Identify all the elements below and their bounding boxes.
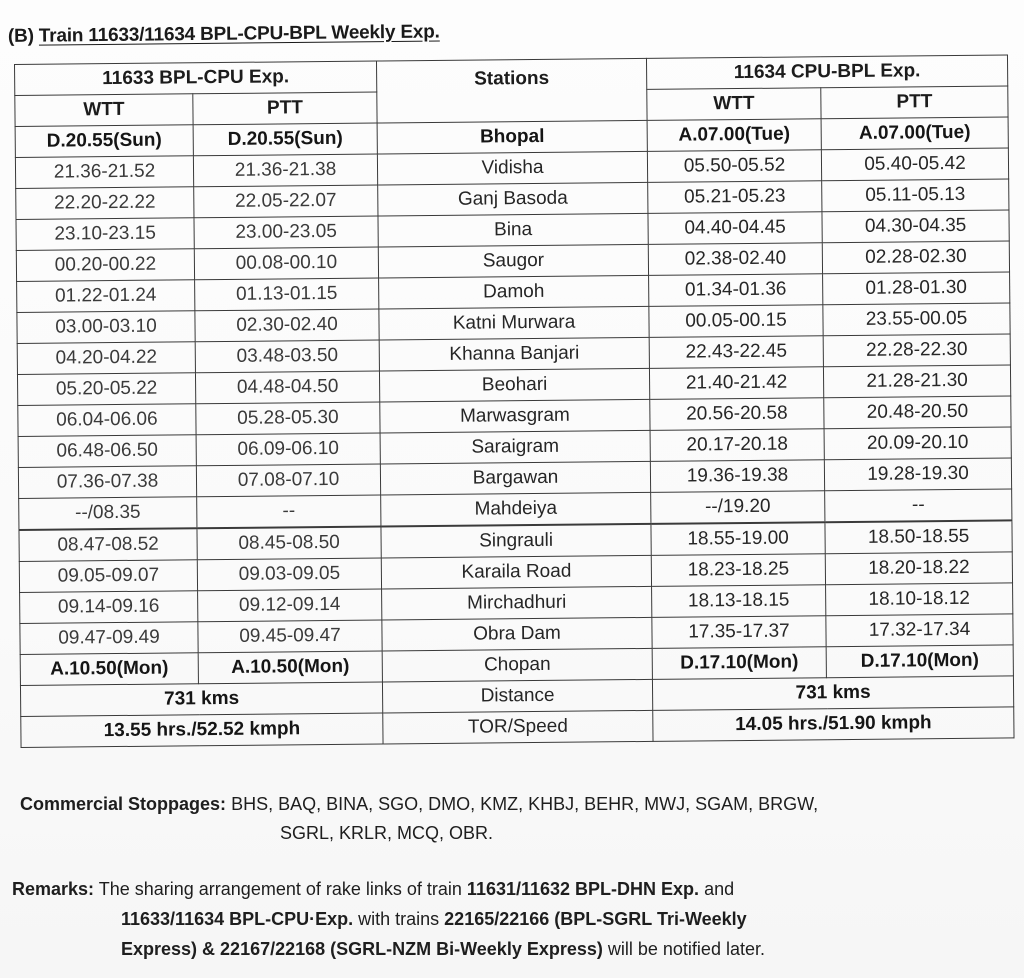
station-cell: Obra Dam (382, 617, 652, 651)
up-wtt-cell: A.07.00(Tue) (647, 119, 821, 152)
up-wtt-header: WTT (647, 88, 821, 121)
down-wtt-cell: 21.36-21.52 (15, 156, 193, 189)
station-cell: Damoh (379, 275, 649, 309)
down-ptt-cell: 05.28-05.30 (196, 402, 380, 435)
up-wtt-cell: 00.05-00.15 (649, 305, 823, 338)
down-ptt-cell: 06.09-06.10 (196, 433, 380, 466)
commercial-stoppages (20, 790, 1010, 848)
stoppages-line-2: SGRL, KRLR, MCQ, OBR. (280, 823, 494, 843)
up-ptt-cell: 01.28-01.30 (823, 272, 1010, 305)
section-title (8, 21, 440, 48)
up-ptt-cell: 04.30-04.35 (822, 210, 1009, 243)
up-wtt-cell: 20.17-20.18 (650, 429, 824, 462)
up-ptt-cell: 20.48-20.50 (824, 396, 1011, 429)
up-wtt-cell: 20.56-20.58 (650, 398, 824, 431)
down-ptt-cell: 02.30-02.40 (195, 309, 379, 342)
up-ptt-cell: 18.20-18.22 (825, 552, 1012, 585)
station-cell: Mirchadhuri (382, 586, 652, 620)
down-ptt-cell: 00.08-00.10 (194, 247, 378, 280)
remarks (12, 874, 1012, 964)
remarks-line-3 (12, 934, 1012, 964)
down-ptt-header: PTT (193, 92, 377, 125)
remarks-text-2c: 22165/22166 (BPL-SGRL Tri-Weekly (444, 909, 747, 929)
station-cell: Ganj Basoda (378, 182, 648, 216)
up-ptt-cell: 22.28-22.30 (823, 334, 1010, 367)
up-wtt-cell: 05.50-05.52 (647, 150, 821, 183)
down-wtt-cell: 06.48-06.50 (18, 435, 196, 468)
down-wtt-cell: 03.00-03.10 (17, 311, 195, 344)
up-ptt-cell: 20.09-20.10 (824, 427, 1011, 460)
down-distance: 731 kms (20, 682, 382, 716)
up-wtt-cell: 02.38-02.40 (648, 243, 822, 276)
station-cell: Saugor (378, 244, 648, 278)
station-cell: Bhopal (377, 120, 647, 154)
down-ptt-cell: 03.48-03.50 (195, 340, 379, 373)
down-ptt-cell: D.20.55(Sun) (193, 123, 377, 156)
up-wtt-cell: 17.35-17.37 (652, 616, 826, 649)
stoppages-line-1: BHS, BAQ, BINA, SGO, DMO, KMZ, KHBJ, BEHR, MWJ, SGAM, BRGW, (231, 794, 819, 814)
remarks-text-1a: The sharing arrangement of rake links of train (98, 879, 467, 899)
remarks-text-2a: 11633/11634 BPL-CPU·Exp. (121, 909, 354, 929)
up-wtt-cell: 18.55-19.00 (651, 522, 825, 555)
down-ptt-cell: 01.13-01.15 (195, 278, 379, 311)
remarks-text-2b: with trains (353, 909, 445, 929)
down-wtt-cell: A.10.50(Mon) (20, 653, 198, 686)
down-wtt-cell: 00.20-00.22 (16, 249, 194, 282)
down-ptt-cell: -- (197, 495, 381, 528)
station-cell: Beohari (379, 368, 649, 402)
down-ptt-cell: 23.00-23.05 (194, 216, 378, 249)
down-wtt-cell: 04.20-04.22 (17, 342, 195, 375)
timetable-body (15, 117, 1014, 748)
down-wtt-cell: 08.47-08.52 (19, 528, 197, 561)
section-heading: Train 11633/11634 BPL-CPU-BPL Weekly Exp. (38, 21, 440, 47)
up-ptt-cell: A.07.00(Tue) (821, 117, 1008, 150)
tor-speed-label: TOR/Speed (383, 710, 653, 744)
up-ptt-cell: 02.28-02.30 (822, 241, 1009, 274)
up-tor-speed: 14.05 hrs./51.90 kmph (653, 707, 1014, 741)
stoppages-label: Commercial Stoppages: (20, 794, 227, 814)
station-cell: Marwasgram (380, 399, 650, 433)
up-wtt-cell: 01.34-01.36 (649, 274, 823, 307)
up-wtt-cell: 19.36-19.38 (650, 460, 824, 493)
up-wtt-cell: 22.43-22.45 (649, 336, 823, 369)
timetable (14, 54, 1015, 748)
remarks-text-1c: and (699, 879, 735, 899)
up-ptt-cell: 18.10-18.12 (826, 583, 1013, 616)
up-ptt-cell: 21.28-21.30 (823, 365, 1010, 398)
station-cell: Bina (378, 213, 648, 247)
down-wtt-header: WTT (15, 94, 193, 127)
remarks-line-2 (12, 904, 1012, 934)
stations-header: Stations (377, 58, 648, 123)
down-ptt-cell: 09.45-09.47 (198, 620, 382, 653)
down-wtt-cell: --/08.35 (19, 497, 197, 530)
station-cell: Vidisha (377, 151, 647, 185)
up-ptt-cell: D.17.10(Mon) (826, 645, 1013, 678)
up-train-header: 11634 CPU-BPL Exp. (646, 55, 1007, 89)
down-wtt-cell: 23.10-23.15 (16, 218, 194, 251)
up-wtt-cell: D.17.10(Mon) (652, 647, 826, 680)
station-cell: Mahdeiya (381, 492, 651, 526)
up-wtt-cell: 18.13-18.15 (652, 585, 826, 618)
down-ptt-cell: 07.08-07.10 (196, 464, 380, 497)
down-wtt-cell: D.20.55(Sun) (15, 125, 193, 158)
station-cell: Singrauli (381, 524, 651, 558)
down-ptt-cell: 09.12-09.14 (198, 589, 382, 622)
down-ptt-cell: 09.03-09.05 (197, 558, 381, 591)
down-wtt-cell: 07.36-07.38 (18, 466, 196, 499)
up-wtt-cell: 04.40-04.45 (648, 212, 822, 245)
up-ptt-cell: 17.32-17.34 (826, 614, 1013, 647)
down-ptt-cell: 04.48-04.50 (195, 371, 379, 404)
up-wtt-cell: --/19.20 (651, 491, 825, 524)
up-wtt-cell: 05.21-05.23 (648, 181, 822, 214)
down-wtt-cell: 01.22-01.24 (17, 280, 195, 313)
down-ptt-cell: A.10.50(Mon) (198, 651, 382, 684)
up-ptt-cell: 05.40-05.42 (821, 148, 1008, 181)
down-wtt-cell: 09.14-09.16 (20, 591, 198, 624)
distance-label: Distance (382, 679, 652, 713)
up-wtt-cell: 21.40-21.42 (649, 367, 823, 400)
remarks-label: Remarks: (12, 879, 95, 899)
down-wtt-cell: 09.05-09.07 (19, 560, 197, 593)
down-wtt-cell: 05.20-05.22 (17, 373, 195, 406)
remarks-text-1b: 11631/11632 BPL-DHN Exp. (466, 879, 700, 899)
station-cell: Katni Murwara (379, 306, 649, 340)
up-distance: 731 kms (652, 676, 1013, 710)
station-cell: Bargawan (380, 461, 650, 495)
down-ptt-cell: 22.05-22.07 (194, 185, 378, 218)
remarks-text-3a: Express) & 22167/22168 (SGRL-NZM Bi-Weekly Express) (121, 939, 603, 959)
down-ptt-cell: 08.45-08.50 (197, 526, 381, 559)
down-wtt-cell: 22.20-22.22 (16, 187, 194, 220)
up-ptt-header: PTT (821, 86, 1008, 119)
up-ptt-cell: 05.11-05.13 (822, 179, 1009, 212)
section-prefix: (B) (7, 25, 34, 47)
down-ptt-cell: 21.36-21.38 (193, 154, 377, 187)
station-cell: Saraigram (380, 430, 650, 464)
up-ptt-cell: 23.55-00.05 (823, 303, 1010, 336)
up-wtt-cell: 18.23-18.25 (651, 554, 825, 587)
station-cell: Chopan (382, 648, 652, 682)
down-wtt-cell: 06.04-06.06 (18, 404, 196, 437)
down-train-header: 11633 BPL-CPU Exp. (15, 61, 377, 95)
down-wtt-cell: 09.47-09.49 (20, 622, 198, 655)
up-ptt-cell: 18.50-18.55 (825, 520, 1012, 553)
down-tor-speed: 13.55 hrs./52.52 kmph (21, 713, 383, 747)
up-ptt-cell: -- (825, 489, 1012, 522)
up-ptt-cell: 19.28-19.30 (824, 458, 1011, 491)
station-cell: Karaila Road (381, 555, 651, 589)
remarks-text-3b: will be notified later. (602, 939, 765, 959)
station-cell: Khanna Banjari (379, 337, 649, 371)
